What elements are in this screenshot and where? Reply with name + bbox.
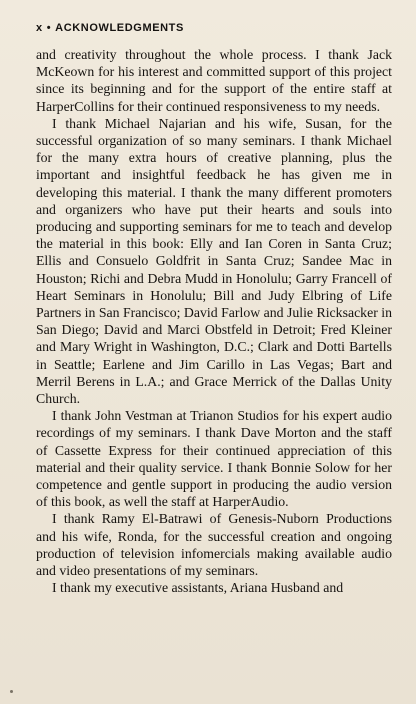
page-speck [10,690,13,693]
paragraph-5: I thank my executive assistants, Ariana Husband and [52,580,344,596]
running-head-separator: • [46,22,52,34]
paragraph-1: and creativity throughout the whole process. I thank Jack McKeown for his interest and committed support of this project since its beginning and for the support of the entire staff at HarperCollins for their continued responsiveness to my needs. [36,47,392,114]
paragraph-3: I thank John Vestman at Trianon Studios for his expert audio recordings of my seminars. I thank Dave Morton and the staff of Cassette Express for their continued appreciation of this material and their quality service. I thank Bonnie Solow for her competence and gentle support in producing the audio version of this book, as well the staff at HarperAudio. [36,408,392,510]
body-text [36,46,392,597]
paragraph-4: I thank Ramy El-Batrawi of Genesis-Nuborn Productions and his wife, Ronda, for the successful creation and ongoing production of television infomercials making available audio and video presentations of my seminars. [36,511,392,579]
page-number: x [36,22,43,34]
chapter-title: ACKNOWLEDGMENTS [55,22,184,34]
paragraph-2: I thank Michael Najarian and his wife, Susan, for the successful organization of so many seminars. I thank Michael for the many extra hours of creative planning, plus the important and insightful feedback he has given me in developing this material. I thank the many different promoters and organizers who have put their hearts and souls into producing and supporting seminars for me to teach and develop the material in this book: Elly and Ian Coren in Santa Cruz; Ellis and Consuelo Goldfrit in Santa Cruz; Sandee Mac in Houston; Richi and Debra Mudd in Honolulu; Garry Francell of Heart Seminars in Honolulu; Bill and Judy Elbring of Life Partners in San Francisco; David Farlow and Julie Ricksacker in San Diego; David and Marci Obstfeld in Detroit; Fred Kleiner and Mary Wright in Washington, D.C.; Clark and Dotti Bartells in Seattle; Earlene and Jim Carillo in Las Vegas; Bart and Merril Berens in L.A.; and Grace Merrick of the Dallas Unity Church. [36,115,392,407]
running-head [36,22,392,34]
